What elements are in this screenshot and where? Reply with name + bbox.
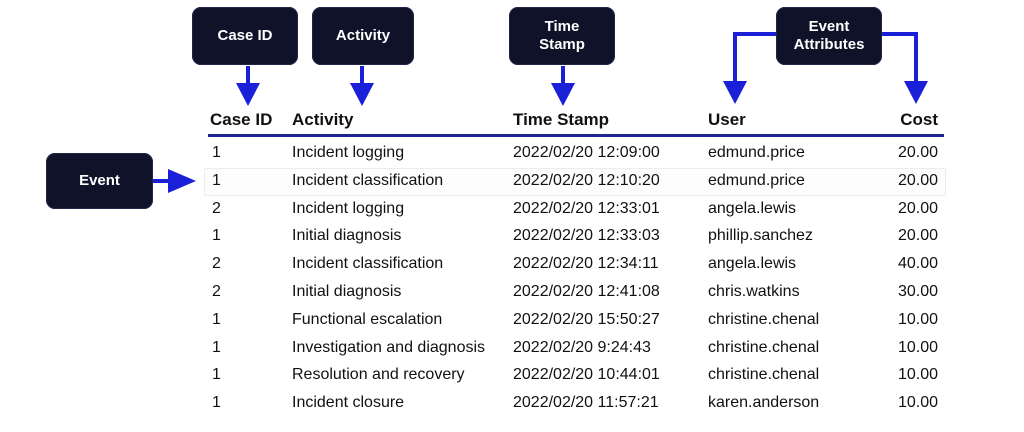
cell-cost: 20.00 — [897, 199, 938, 217]
time-stamp-callout-line2: Stamp — [539, 36, 585, 53]
event-attributes-callout-line1: Event — [808, 18, 850, 35]
cell-user: angela.lewis — [708, 199, 797, 217]
cell-activity: Functional escalation — [292, 310, 443, 328]
cell-time-stamp: 2022/02/20 12:33:03 — [513, 227, 660, 245]
cell-case-id: 1 — [212, 338, 221, 356]
cell-user: chris.watkins — [708, 283, 800, 300]
time-stamp-arrowhead — [551, 83, 575, 106]
time-stamp-callout-line1: Time — [544, 18, 580, 35]
cell-case-id: 1 — [212, 310, 221, 328]
activity-callout — [312, 7, 414, 65]
cell-user: christine.chenal — [708, 310, 820, 328]
cell-cost: 30.00 — [897, 283, 938, 300]
header-time-stamp: Time Stamp — [513, 110, 610, 129]
header-user: User — [708, 110, 746, 129]
cell-activity: Investigation and diagnosis — [292, 338, 486, 356]
cell-time-stamp: 2022/02/20 9:24:43 — [513, 338, 651, 356]
cell-cost: 10.00 — [897, 338, 938, 356]
cell-activity: Incident classification — [292, 255, 444, 273]
cell-activity: Incident logging — [292, 199, 405, 217]
cell-user: edmund.price — [708, 171, 805, 189]
cell-user: christine.chenal — [708, 338, 820, 356]
cell-time-stamp: 2022/02/20 12:34:11 — [513, 255, 659, 273]
cell-time-stamp: 2022/02/20 11:57:21 — [513, 394, 659, 412]
cell-activity: Incident classification — [292, 171, 444, 189]
cell-cost: 20.00 — [897, 171, 938, 189]
cell-time-stamp: 2022/02/20 12:09:00 — [513, 144, 660, 161]
case-id-arrowhead — [236, 83, 260, 106]
event-attributes-callout — [776, 7, 882, 65]
table-row — [0, 390, 1024, 418]
table-row — [0, 335, 1024, 363]
cell-user: christine.chenal — [708, 366, 820, 384]
event-attributes-left-connector — [735, 34, 776, 84]
cell-time-stamp: 2022/02/20 10:44:01 — [513, 366, 660, 384]
event-callout-label: Event — [79, 172, 120, 189]
header-case-id: Case ID — [210, 110, 273, 129]
table-row — [0, 307, 1024, 335]
cell-time-stamp: 2022/02/20 15:50:27 — [513, 310, 660, 328]
cell-case-id: 1 — [212, 394, 221, 412]
table-row — [0, 223, 1024, 251]
cell-cost: 20.00 — [897, 227, 938, 245]
time-stamp-callout — [509, 7, 615, 65]
table-row — [0, 279, 1024, 307]
header-rule — [208, 134, 944, 137]
cell-cost: 40.00 — [897, 255, 938, 273]
cell-time-stamp: 2022/02/20 12:41:08 — [513, 283, 660, 300]
cell-cost: 10.00 — [897, 366, 938, 384]
cell-case-id: 1 — [212, 171, 221, 189]
cell-activity: Initial diagnosis — [292, 283, 402, 300]
event-attributes-callout-line2: Attributes — [793, 36, 865, 53]
cell-user: phillip.sanchez — [708, 227, 813, 245]
table-row — [0, 362, 1024, 390]
cell-activity: Incident closure — [292, 394, 405, 412]
cell-user: edmund.price — [708, 144, 805, 161]
header-activity: Activity — [292, 110, 354, 129]
cell-time-stamp: 2022/02/20 12:10:20 — [513, 171, 660, 189]
header-cost: Cost — [900, 110, 938, 129]
activity-callout-label: Activity — [335, 27, 391, 44]
table-row — [0, 196, 1024, 224]
case-id-callout — [192, 7, 298, 65]
cell-user: angela.lewis — [708, 255, 797, 273]
cell-case-id: 2 — [212, 283, 221, 300]
cost-arrowhead — [904, 81, 928, 104]
table-row — [0, 251, 1024, 279]
cell-case-id: 2 — [212, 199, 221, 217]
cell-case-id: 1 — [212, 366, 221, 384]
table-row — [0, 140, 1024, 168]
event-attributes-right-connector — [882, 34, 916, 84]
cell-case-id: 2 — [212, 255, 221, 273]
cell-cost: 20.00 — [897, 144, 938, 161]
cell-time-stamp: 2022/02/20 12:33:01 — [513, 199, 660, 217]
user-arrowhead — [723, 81, 747, 104]
cell-cost: 10.00 — [897, 394, 938, 412]
cell-case-id: 1 — [212, 227, 221, 245]
cell-activity: Initial diagnosis — [292, 227, 402, 245]
table-row — [0, 168, 1024, 196]
activity-arrowhead — [350, 83, 374, 106]
cell-case-id: 1 — [212, 144, 221, 161]
cell-activity: Incident logging — [292, 144, 405, 161]
case-id-callout-label: Case ID — [217, 27, 273, 44]
cell-user: karen.anderson — [708, 394, 820, 412]
cell-cost: 10.00 — [897, 310, 938, 328]
cell-activity: Resolution and recovery — [292, 366, 465, 384]
